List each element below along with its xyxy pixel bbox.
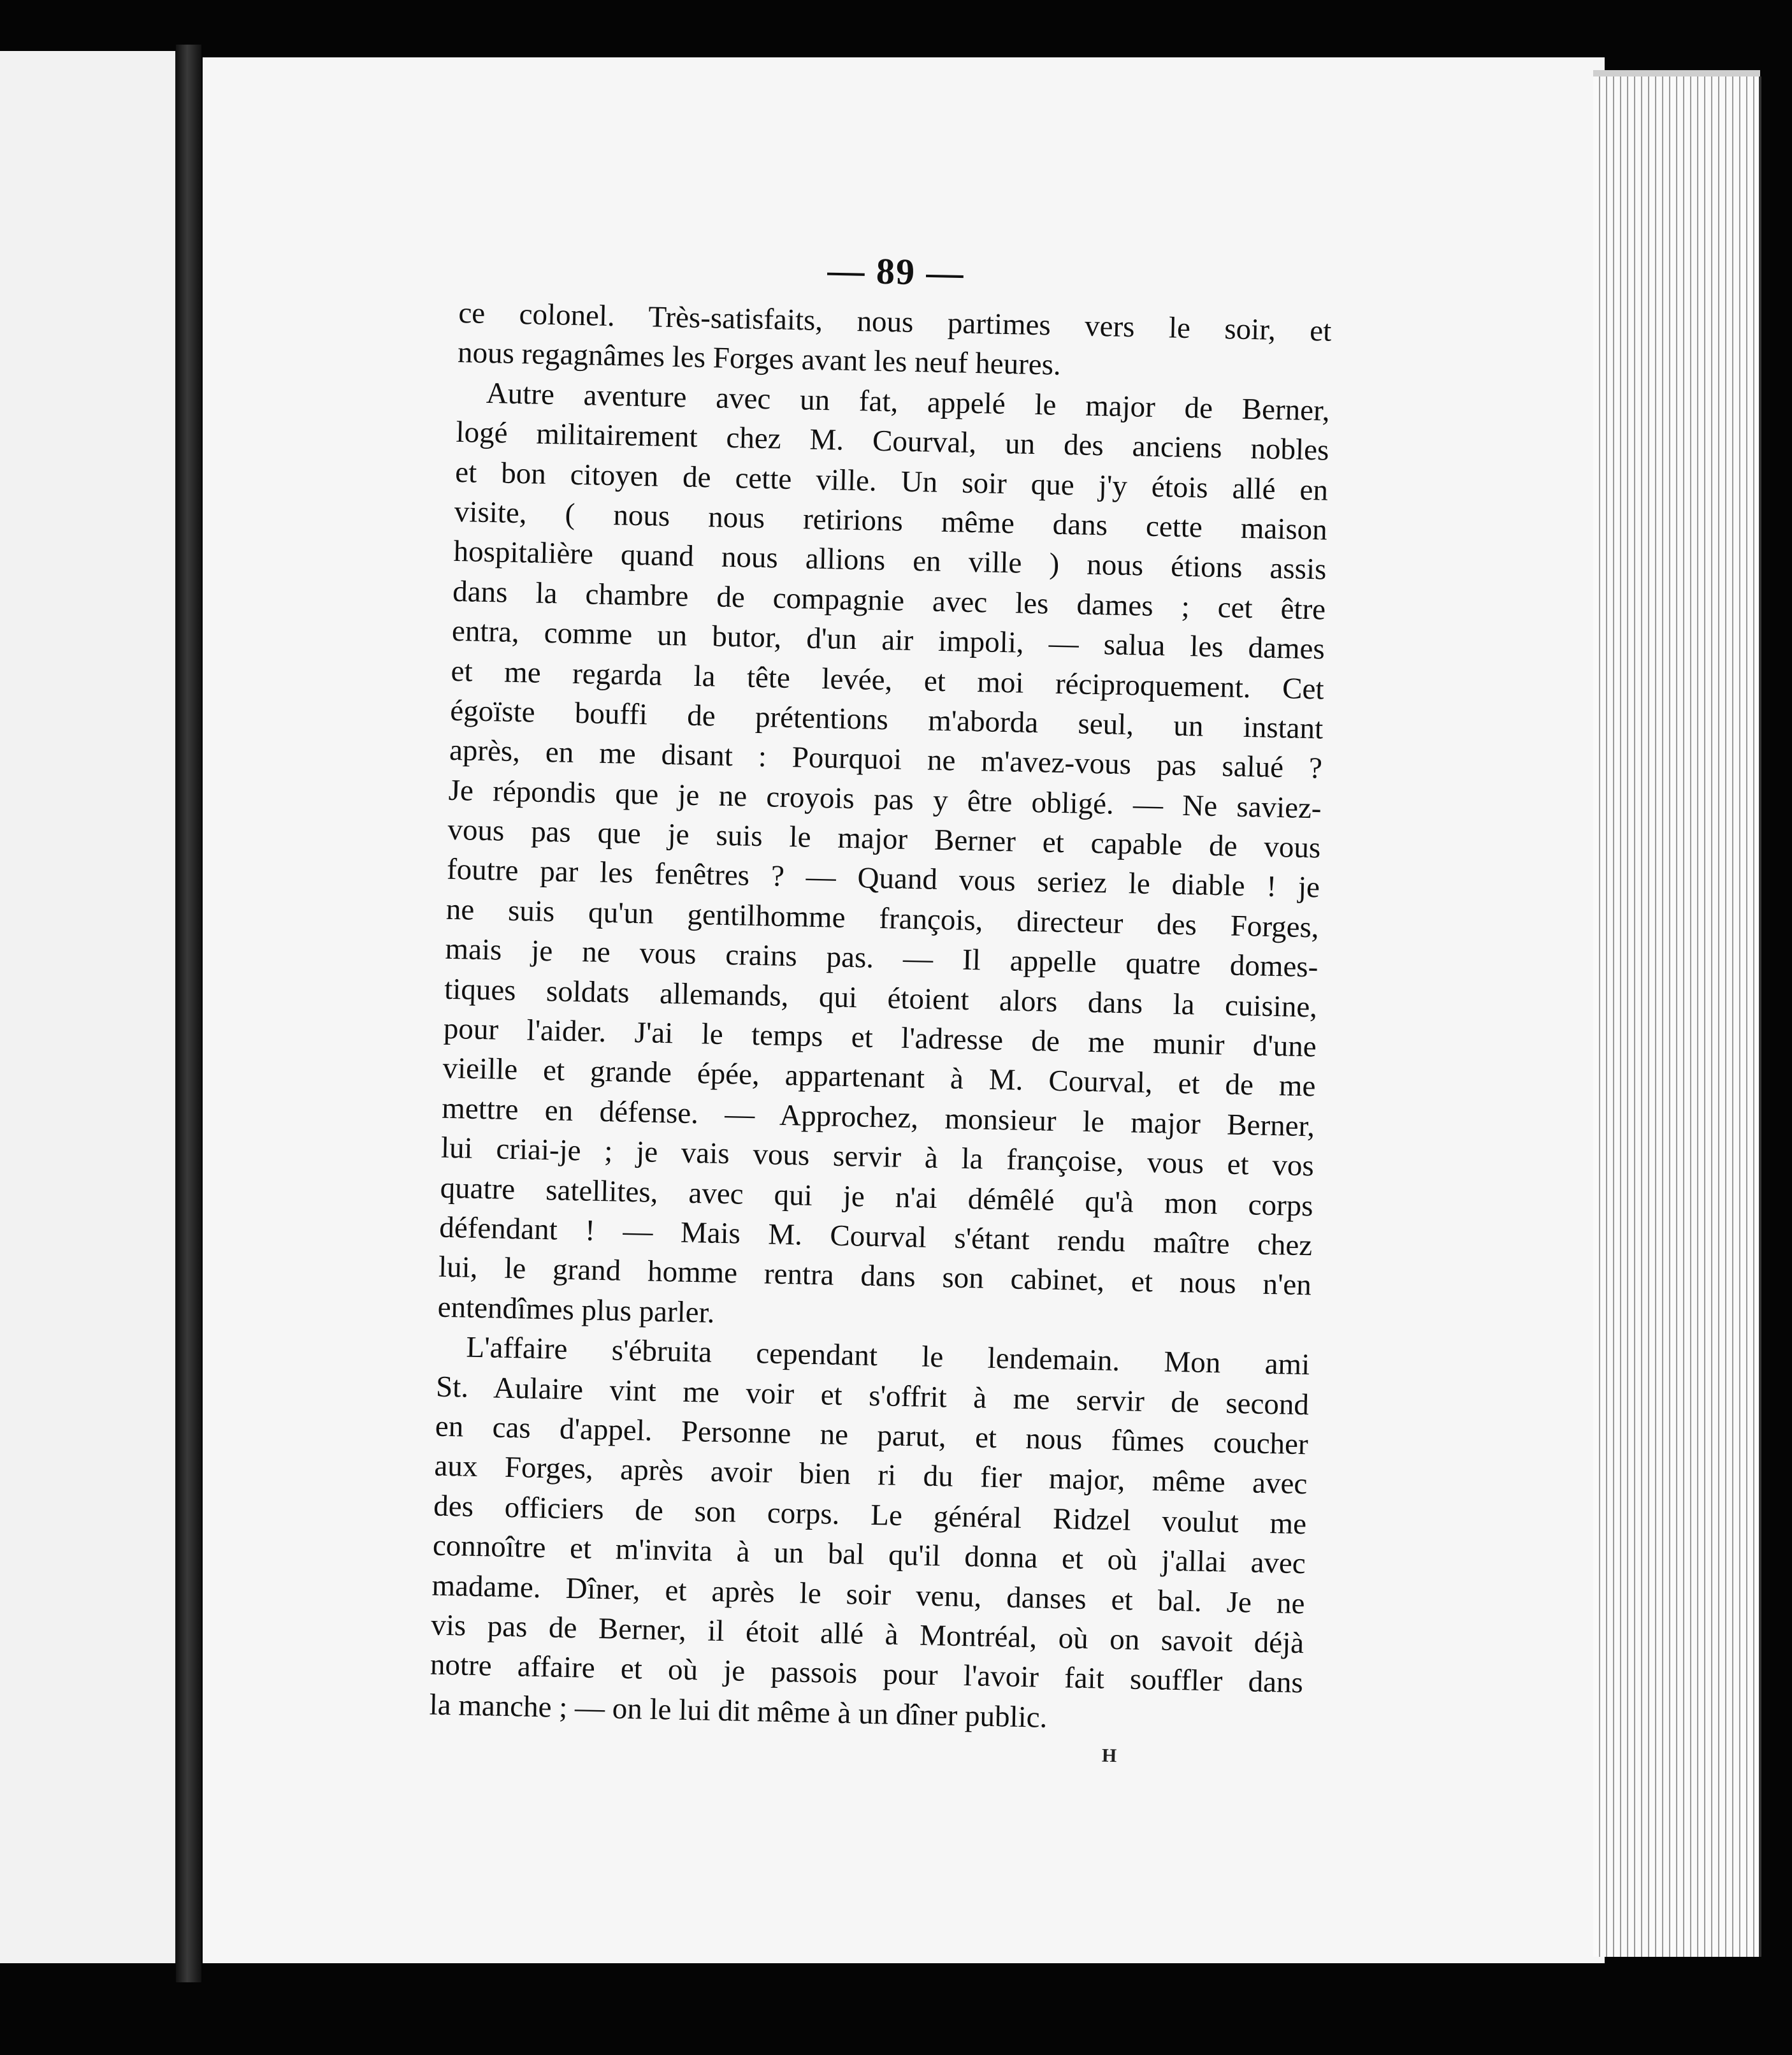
text-line: vous pas que je suis le major Berner et capable de vous bbox=[447, 813, 1321, 865]
text-line: quatre satellites, avec qui je n'ai démêlé qu'à mon corps bbox=[440, 1171, 1314, 1223]
text-line: en cas d'appel. Personne ne parut, et nous fûmes coucher bbox=[435, 1409, 1309, 1462]
book-gutter bbox=[176, 45, 201, 1982]
text-line: vis pas de Berner, il étoit allé à Montréal, où on savoit déjà bbox=[430, 1608, 1304, 1660]
text-line: aux Forges, après avoir bien ri du fier major, même avec bbox=[434, 1449, 1308, 1501]
text-line: vieille et grande épée, appartenant à M. Courval, et de me bbox=[442, 1052, 1316, 1103]
signature-mark: H bbox=[1101, 1745, 1117, 1767]
text-line: nous regagnâmes les Forges avant les neuf heures. bbox=[457, 336, 1062, 382]
text-line: logé militairement chez M. Courval, un des anciens nobles bbox=[456, 416, 1329, 467]
text-line: hospitalière quand nous allions en ville ) nous étions assis bbox=[453, 535, 1327, 586]
text-line: L'affaire s'ébruita cependant le lendemain. Mon ami bbox=[465, 1330, 1310, 1382]
text-line: ce colonel. Très-satisfaits, nous partimes vers le soir, et bbox=[458, 296, 1332, 348]
paragraph bbox=[429, 1327, 1310, 1743]
text-line: et bon citoyen de cette ville. Un soir que j'y étois allé en bbox=[454, 455, 1329, 507]
text-line: entra, comme un butor, d'un air impoli, — salua les dames bbox=[451, 614, 1326, 666]
paragraph bbox=[437, 373, 1330, 1346]
text-line: pour l'aider. J'ai le temps et l'adresse de me munir d'une bbox=[443, 1012, 1317, 1064]
text-line: notre affaire et où je passois pour l'avoir fait souffler dans bbox=[430, 1648, 1304, 1700]
text-line: connoître et m'invita à un bal qu'il donna et où j'allai avec bbox=[432, 1529, 1306, 1581]
text-line: des officiers de son corps. Le général Ridzel voulut me bbox=[433, 1489, 1307, 1541]
body-text bbox=[429, 293, 1332, 1743]
text-line: après, en me disant : Pourquoi ne m'avez-vous pas salué ? bbox=[449, 734, 1323, 785]
page-text-block bbox=[427, 237, 1333, 1836]
text-line: lui, le grand homme rentra dans son cabinet, et nous n'en bbox=[438, 1251, 1312, 1302]
text-line: Autre aventure avec un fat, appelé le major de Berner, bbox=[486, 376, 1331, 428]
text-line: foutre par les fenêtres ? — Quand vous seriez le diable ! je bbox=[446, 853, 1320, 904]
text-line: St. Aulaire vint me voir et s'offrit à me servir de second bbox=[435, 1370, 1310, 1421]
text-line: mettre en défense. — Approchez, monsieur le major Berner, bbox=[441, 1091, 1315, 1144]
text-line: dans la chambre de compagnie avec les dames ; cet être bbox=[452, 574, 1326, 627]
text-line: visite, ( nous nous retirions même dans cette maison bbox=[454, 495, 1328, 547]
text-line: la manche ; — on le lui dit même à un dîner public. bbox=[429, 1688, 1048, 1734]
text-line: entendîmes plus parler. bbox=[437, 1290, 715, 1330]
text-line: madame. Dîner, et après le soir venu, danses et bal. Je ne bbox=[431, 1569, 1305, 1620]
text-line: ne suis qu'un gentilhomme françois, directeur des Forges, bbox=[445, 892, 1320, 945]
text-line: Je répondis que je ne croyois pas y être obligé. — Ne saviez- bbox=[448, 773, 1322, 825]
text-line: et me regarda la tête levée, et moi réciproquement. Cet bbox=[451, 654, 1324, 706]
page-edges bbox=[1593, 76, 1761, 1957]
text-line: mais je ne vous crains pas. — Il appelle quatre domes- bbox=[445, 933, 1319, 984]
text-line: égoïste bouffi de prétentions m'aborda seul, un instant bbox=[449, 693, 1324, 746]
page-number: — 89 — bbox=[827, 249, 965, 294]
text-line: tiques soldats allemands, qui étoient alors dans la cuisine, bbox=[444, 972, 1318, 1024]
text-line: lui criai-je ; je vais vous servir à la françoise, vous et vos bbox=[440, 1131, 1315, 1183]
left-blank-page bbox=[0, 51, 179, 1963]
text-line: défendant ! — Mais M. Courval s'étant rendu maître chez bbox=[438, 1210, 1313, 1263]
